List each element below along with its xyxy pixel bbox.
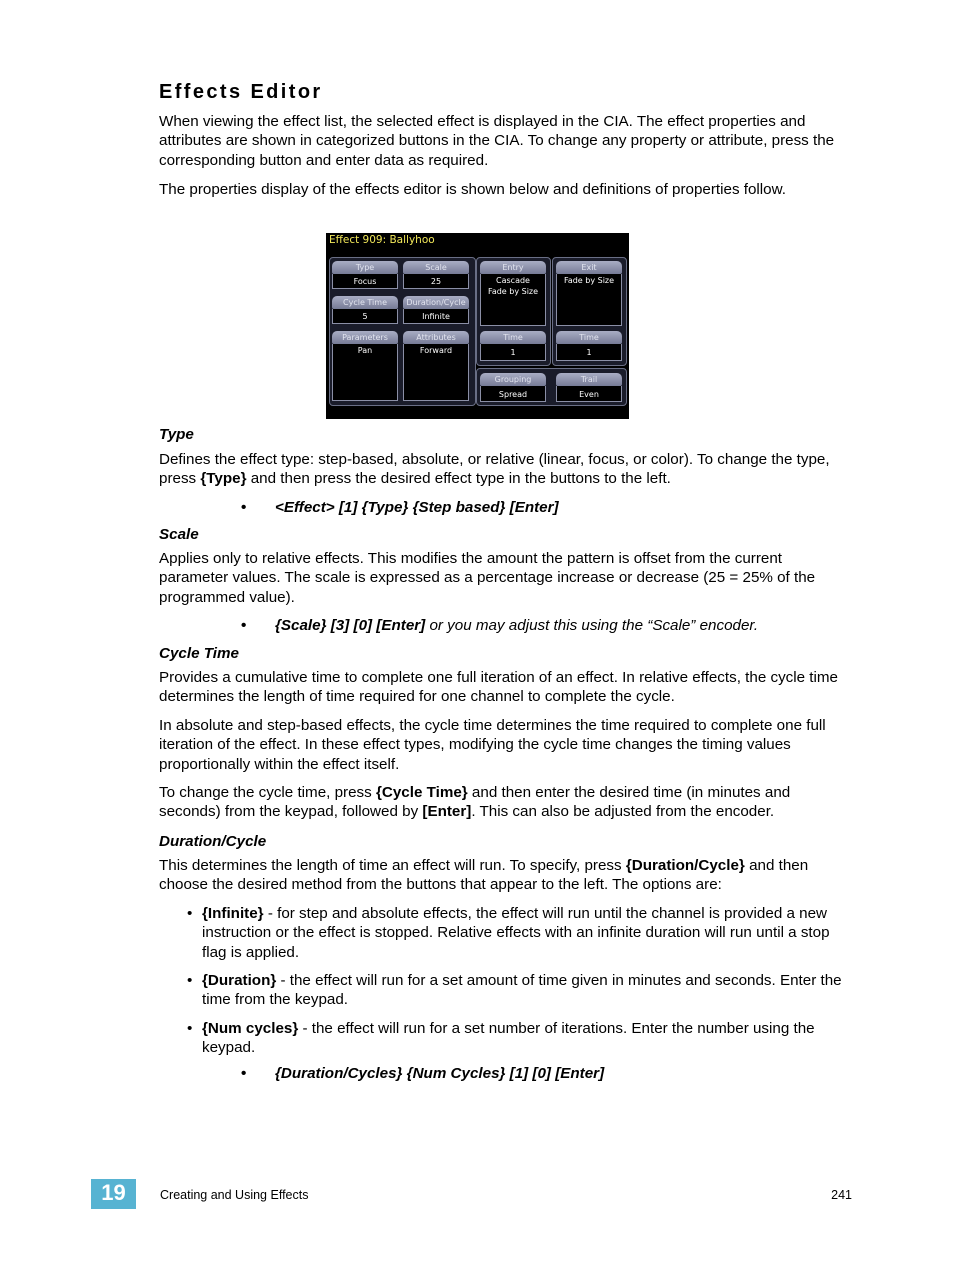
duration-command <box>241 1064 851 1083</box>
cycle-time-paragraph-2: In absolute and step-based effects, the cycle time determines the time required to complete one full iteration of the effect. In these effect types, modifying the cycle time changes the timing values proportionally within the effect itself. <box>159 717 826 773</box>
option-num-cycles-text: - the effect will run for a set number of iterations. Enter the number using the keypad. <box>202 1020 815 1057</box>
cia-parameters-button[interactable] <box>332 331 398 401</box>
cia-type-button[interactable] <box>332 261 398 289</box>
cia-exit-label: Exit <box>556 261 622 274</box>
cia-attributes-value: Forward <box>403 344 469 401</box>
cia-grouping-label: Grouping <box>480 373 546 386</box>
cycle-text-a: To change the cycle time, press <box>159 784 376 801</box>
list-item <box>187 1019 854 1058</box>
cia-exit-time-label: Time <box>556 331 622 344</box>
scale-heading: Scale <box>159 526 199 543</box>
cycle-time-heading: Cycle Time <box>159 645 239 662</box>
chapter-number-badge: 19 <box>91 1179 136 1209</box>
duration-key: {Duration/Cycle} <box>625 857 745 874</box>
type-command <box>241 498 851 517</box>
list-item <box>187 904 854 962</box>
duration-cycle-paragraph <box>159 856 854 895</box>
cia-duration-cycle-label: Duration/Cycle <box>403 296 469 309</box>
cia-entry-value: Cascade Fade by Size <box>480 274 546 326</box>
cycle-text-b: and then enter the desired time (in minutes and seconds) from the keypad, followed by <box>159 784 791 821</box>
cia-exit-value: Fade by Size <box>556 274 622 326</box>
cia-entry-time-label: Time <box>480 331 546 344</box>
cia-duration-cycle-value: Infinite <box>403 309 469 324</box>
option-duration-key: {Duration} <box>202 972 277 989</box>
scale-command-bullet: • <box>241 617 247 634</box>
cia-scale-value: 25 <box>403 274 469 289</box>
cia-grouping-value: Spread <box>480 386 546 402</box>
duration-command-bullet: • <box>241 1065 247 1082</box>
type-text-a: Defines the effect type: step-based, absolute, or relative (linear, focus, or color). To change the type, press <box>159 451 830 488</box>
effects-editor-cia-screenshot <box>326 233 629 419</box>
cia-trail-value: Even <box>556 386 622 402</box>
type-command-bullet: • <box>241 499 247 516</box>
intro-paragraph-1: When viewing the effect list, the selected effect is displayed in the CIA. The effect properties and attributes are shown in categorized buttons in the CIA. To change any property or attribute, press the corresponding button and enter data as required. <box>159 113 835 169</box>
type-text-b: and then press the desired effect type in the buttons to the left. <box>246 470 671 488</box>
cia-trail-button[interactable] <box>556 373 622 402</box>
scale-command-rest: or you may adjust this using the “Scale” encoder. <box>425 617 759 634</box>
cia-entry-time-button[interactable] <box>480 331 546 361</box>
cia-entry-button[interactable] <box>480 261 546 326</box>
cia-scale-button[interactable] <box>403 261 469 289</box>
list-bullet: • <box>187 905 193 922</box>
cia-grouping-button[interactable] <box>480 373 546 402</box>
option-infinite-key: {Infinite} <box>202 905 264 922</box>
cycle-time-paragraph-3 <box>159 783 854 822</box>
cia-cycle-time-label: Cycle Time <box>332 296 398 309</box>
cia-exit-time-value: 1 <box>556 344 622 361</box>
footer-page-number: 241 <box>831 1188 852 1202</box>
list-bullet: • <box>187 972 193 989</box>
cia-attributes-button[interactable] <box>403 331 469 401</box>
type-heading: Type <box>159 426 194 443</box>
cia-type-label: Type <box>332 261 398 274</box>
scale-command <box>241 616 851 635</box>
cia-parameters-value: Pan <box>332 344 398 401</box>
duration-cycle-heading: Duration/Cycle <box>159 833 267 850</box>
type-paragraph <box>159 450 854 489</box>
type-key: {Type} <box>200 470 247 488</box>
cia-entry-time-value: 1 <box>480 344 546 361</box>
duration-text-b: and then choose the desired method from the buttons that appear to the left. The options are: <box>159 857 809 894</box>
footer-chapter-title: Creating and Using Effects <box>160 1188 309 1202</box>
list-item <box>187 971 854 1010</box>
cia-parameters-label: Parameters <box>332 331 398 344</box>
option-duration-text: - the effect will run for a set amount of time given in minutes and seconds. Enter the time from the keypad. <box>202 972 842 1009</box>
duration-text-a: This determines the length of time an effect will run. To specify, press <box>159 857 626 874</box>
option-infinite-text: - for step and absolute effects, the effect will run until the channel is provided a new instruction or the effect is stopped. Relative effects with an infinite duration will run until a stop flag is applied. <box>202 905 830 961</box>
cia-effect-title: Effect 909: Ballyhoo <box>329 234 435 246</box>
cia-cycle-time-button[interactable] <box>332 296 398 324</box>
cia-entry-label: Entry <box>480 261 546 274</box>
cycle-text-c: . This can also be adjusted from the encoder. <box>471 803 775 821</box>
scale-command-bold: {Scale} [3] [0] [Enter] <box>275 617 426 634</box>
section-heading: Effects Editor <box>159 81 323 103</box>
list-bullet: • <box>187 1020 193 1037</box>
option-num-cycles-key: {Num cycles} <box>202 1020 299 1037</box>
duration-command-text: {Duration/Cycles} {Num Cycles} [1] [0] [Enter] <box>275 1065 605 1082</box>
type-command-text: <Effect> [1] {Type} {Step based} [Enter] <box>275 499 559 516</box>
cia-cycle-time-value: 5 <box>332 309 398 324</box>
intro-paragraph-2: The properties display of the effects editor is shown below and definitions of properties follow. <box>159 181 786 198</box>
cia-exit-button[interactable] <box>556 261 622 326</box>
cia-type-value: Focus <box>332 274 398 289</box>
scale-paragraph: Applies only to relative effects. This modifies the amount the pattern is offset from the current parameter values. The scale is expressed as a percentage increase or decrease (25 = 25% of the programmed value). <box>159 550 816 606</box>
cia-trail-label: Trail <box>556 373 622 386</box>
cycle-time-paragraph-1: Provides a cumulative time to complete one full iteration of an effect. In relative effects, the cycle time determines the length of time required for one channel to complete the cycle. <box>159 669 838 706</box>
cia-exit-time-button[interactable] <box>556 331 622 361</box>
cia-duration-cycle-button[interactable] <box>403 296 469 324</box>
cycle-key-enter: [Enter] <box>422 803 472 821</box>
cycle-key: {Cycle Time} <box>375 784 468 801</box>
cia-attributes-label: Attributes <box>403 331 469 344</box>
cia-scale-label: Scale <box>403 261 469 274</box>
